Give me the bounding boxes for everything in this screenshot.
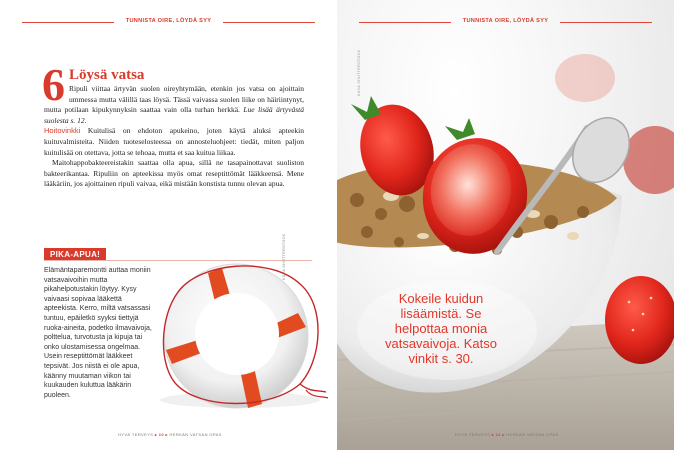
pika-apua-text: Elämäntaparemontti auttaa moniin vatsavaivoihin mutta pikahelpotustakin löytyy. Kysy vaivaasi sopivaa lääkettä apteekista. Kerro, miltä vatsassasi tuntuu, epäiletkö syyksi tiettyjä ruoka-aineita, podetko ilmavaivoja, polttelua, turvotusta ja kipuja tai onko ulostamisessa ongelmaa. Usein reseptittömät lääkkeet tepsivät. Jos niistä ei ole apua, käänny muutaman viikon tai kuukauden kuluttua lääkärin puoleen. [44,267,152,399]
photo-credit: KUVA SHUTTERSTOCK [357,49,361,96]
fiber-callout: Kokeile kuidun lisäämistä. Se helpottaa monia vatsavaivoja. Katso vinkit s. 30. [384,291,497,366]
page-number: 10 [158,432,165,437]
hoitovinkki-label: Hoitovinkki [44,126,81,136]
pika-apua-badge: PIKA-APUA! [44,248,106,261]
paragraph-2: Hoitovinkki Kuitulisä on ehdoton apukeino, joten käytä aluksi apteekin kuituvalmisteita. Niiden tuoteselosteessa on annosteluohjeet: tiedät, miten paljon kuitulisää on otettava, jotta se tehoaa, mutta et saa kuitua liikaa. [44,126,304,157]
article-title: Löysä vatsa [69,67,145,83]
page-number: 11 [495,432,501,437]
section-label: TUNNISTA OIRE, LÖYDÄ SYY [462,18,549,24]
photo-credit: KUVA SHUTTERSTOCK [282,233,286,280]
section-label: TUNNISTA OIRE, LÖYDÄ SYY [125,18,212,24]
item-number: 6 [42,59,65,110]
folio-left: HYVÄ TERVEYS ▸ 10 ▸ HERKÄN VATSAN OPAS [118,432,222,437]
cross-reference: Lue lisää ärtyvästä suolesta s. 12. [44,105,305,125]
granola-bowl-photo [337,0,674,450]
running-head-right [359,18,652,28]
paragraph-3: Maitohappobakteereistakin saattaa olla apua, sillä ne tasapainottavat suoliston bakteerikantaa. Ripuliin on apteekissa myös omat reseptittömät lääkkeensä. Mene lääkäriin, jos ajoittainen ripuli vaivaa, eikä mistään konstista tunnu olevan apua. [44,158,304,189]
right-page [337,0,674,450]
folio-right: HYVÄ TERVEYS ▸ 11 ▸ HERKÄN VATSAN OPAS [455,432,559,437]
paragraph-1: Ripuli viittaa ärtyvän suolen oireyhtymään, etenkin jos vatsa on ajoittain ummessa mutta välillä taas löysä. Tässä vaivassa suolen liike on häiriintynyt, mutta potilaan kipukynnyksin saattaa vain olla turhan herkkä. Lue lisää ärtyvästä suolesta s. 12. [44,84,305,125]
